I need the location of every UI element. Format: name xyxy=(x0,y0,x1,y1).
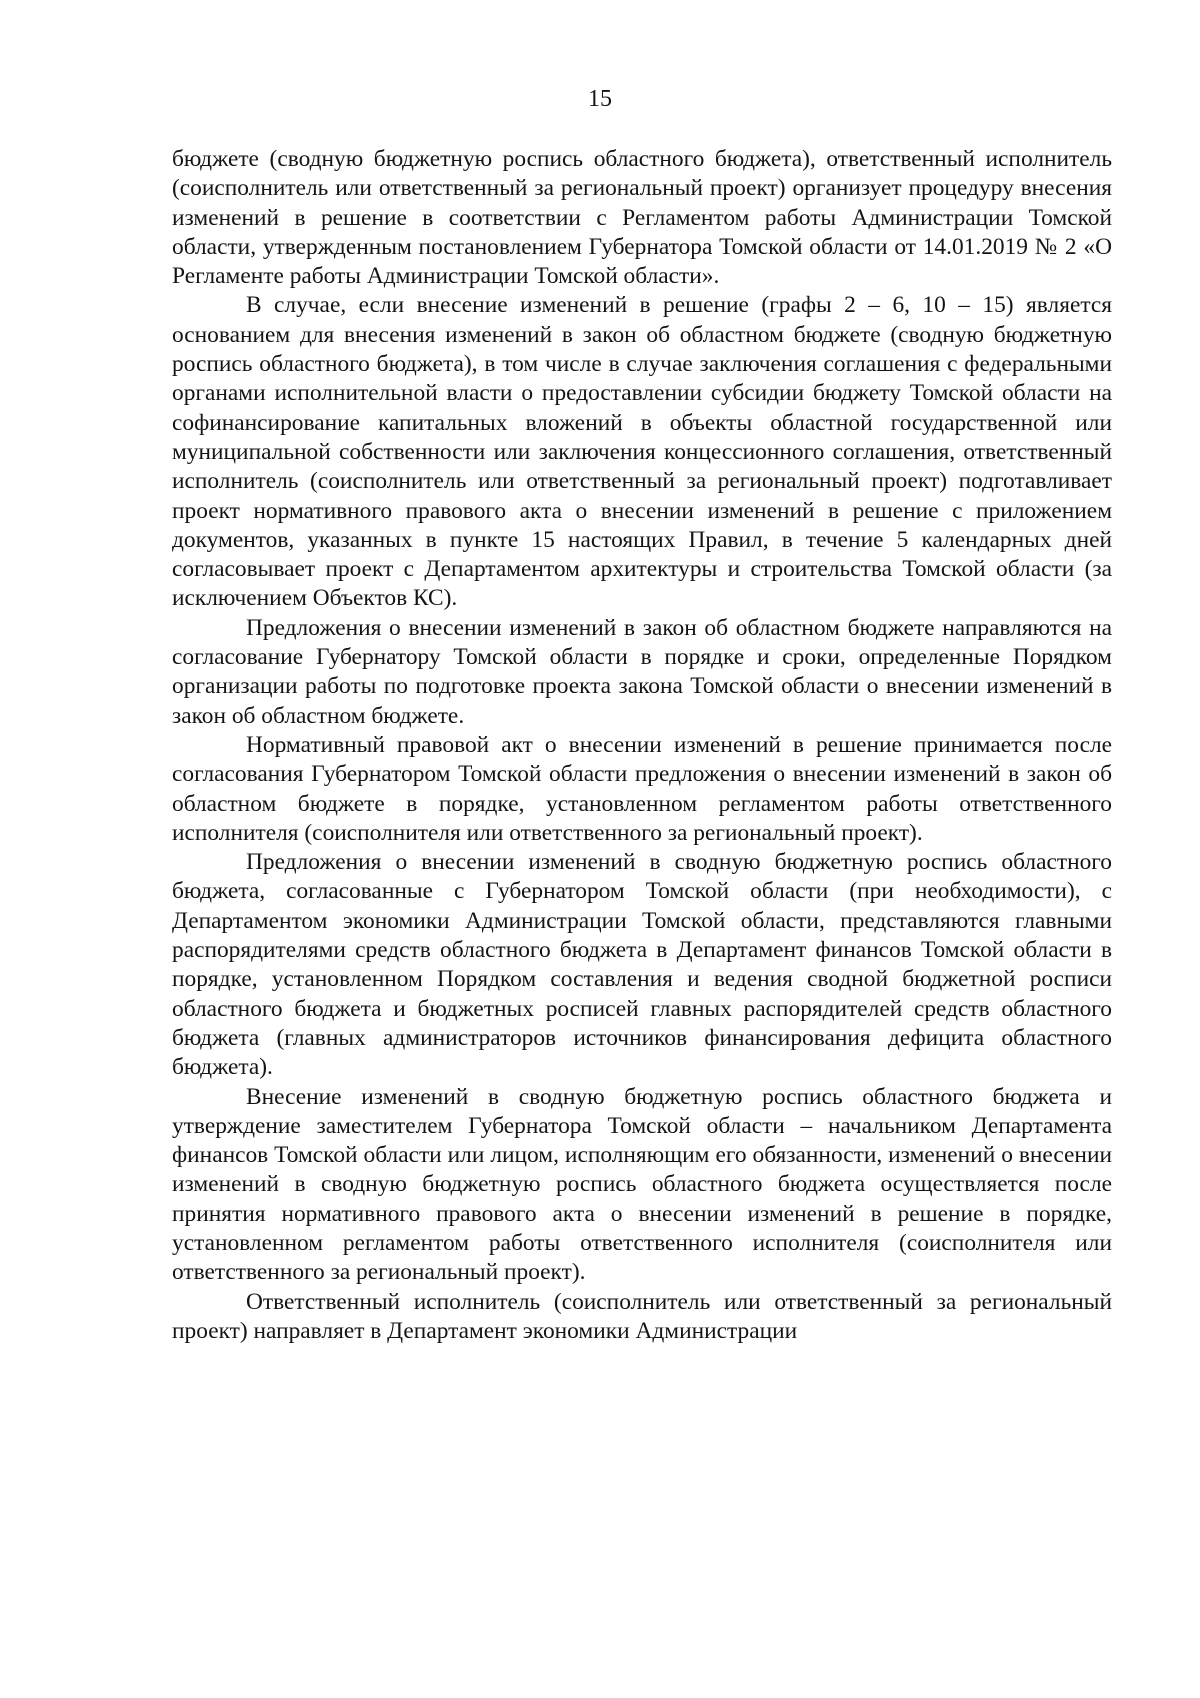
paragraph-continuation: бюджете (сводную бюджетную роспись областного бюджета), ответственный исполнитель (соисполнитель или ответственный за региональный проект) организует процедуру внесения изменений в решение в соответствии с Регламентом работы Администрации Томской области, утвержденным постановлением Губернатора Томской области от 14.01.2019 № 2 «О Регламенте работы Администрации Томской области». xyxy=(172,146,1112,290)
paragraph: Внесение изменений в сводную бюджетную роспись областного бюджета и утверждение заместителем Губернатора Томской области – начальником Департамента финансов Томской области или лицом, исполняющим его обязанности, изменений о внесении изменений в сводную бюджетную роспись областного бюджета осуществляется после принятия нормативного правового акта о внесении изменений в решение в порядке, установленном регламентом работы ответственного исполнителя (соисполнителя или ответственного за региональный проект). xyxy=(172,1083,1112,1286)
paragraph: Предложения о внесении изменений в закон об областном бюджете направляются на согласование Губернатору Томской области в порядке и сроки, определенные Порядком организации работы по подготовке проекта закона Томской области о внесении изменений в закон об областном бюджете. xyxy=(172,614,1112,729)
paragraph: В случае, если внесение изменений в решение (графы 2 – 6, 10 – 15) является основанием для внесения изменений в закон об областном бюджете (сводную бюджетную роспись областного бюджета), в том числе в случае заключения соглашения с федеральными органами исполнительной власти о предоставлении субсидии бюджету Томской области на софинансирование капитальных вложений в объекты областной государственной или муниципальной собственности или заключения концессионного соглашения, ответственный исполнитель (соисполнитель или ответственный за региональный проект) подготавливает проект нормативного правового акта о внесении изменений в решение с приложением документов, указанных в пункте 15 настоящих Правил, в течение 5 календарных дней согласовывает проект с Департаментом архитектуры и строительства Томской области (за исключением Объектов КС). xyxy=(172,292,1112,612)
page-number: 15 xyxy=(588,86,612,112)
document-body xyxy=(172,145,1112,1346)
paragraph: Предложения о внесении изменений в сводную бюджетную роспись областного бюджета, согласованные с Губернатором Томской области (при необходимости), с Департаментом экономики Администрации Томской области, представляются главными распорядителями средств областного бюджета в Департамент финансов Томской области в порядке, установленном Порядком составления и ведения сводной бюджетной росписи областного бюджета и бюджетных росписей главных распорядителей средств областного бюджета (главных администраторов источников финансирования дефицита областного бюджета). xyxy=(172,849,1112,1081)
paragraph: Нормативный правовой акт о внесении изменений в решение принимается после согласования Губернатором Томской области предложения о внесении изменений в закон об областном бюджете в порядке, установленном регламентом работы ответственного исполнителя (соисполнителя или ответственного за региональный проект). xyxy=(172,731,1112,846)
paragraph: Ответственный исполнитель (соисполнитель или ответственный за региональный проект) направляет в Департамент экономики Администрации xyxy=(172,1288,1112,1344)
